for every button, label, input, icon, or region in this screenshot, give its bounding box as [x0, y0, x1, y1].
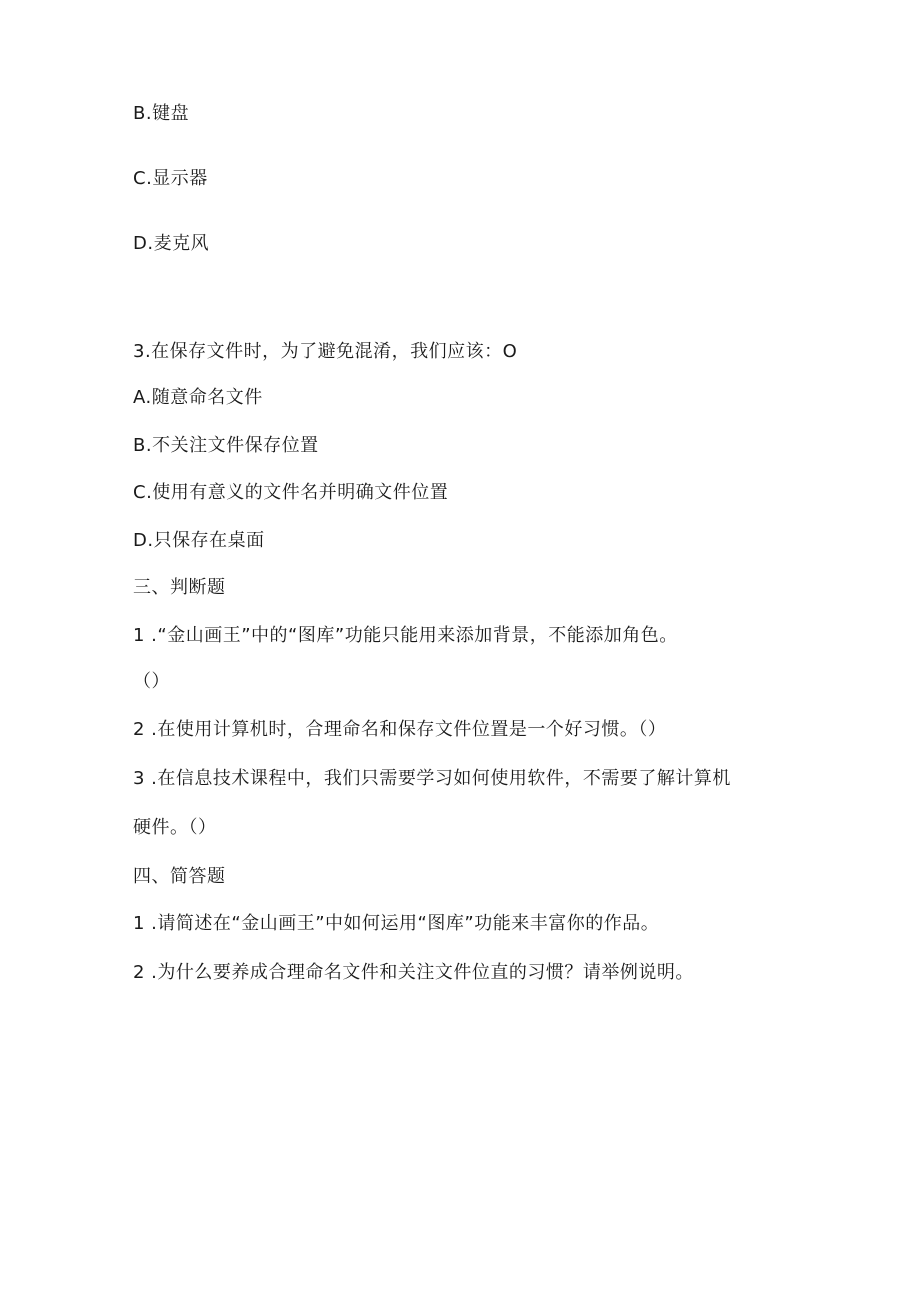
judge-item-1-line1: 1 .“金山画王”中的“图库”功能只能用来添加背景，不能添加角色。 [133, 625, 678, 646]
q3-option-c: C.使用有意义的文件名并明确文件位置 [133, 482, 449, 503]
judge-item-3-line2: 硬件。（） [133, 817, 217, 838]
short-answer-item-2: 2 .为什么要养成合理命名文件和关注文件位直的习惯？请举例说明。 [133, 962, 694, 983]
judge-item-3-line1: 3 .在信息技术课程中，我们只需要学习如何使用软件，不需要了解计算机 [133, 768, 731, 789]
short-answer-item-1: 1 .请简述在“金山画王”中如何运用“图库”功能来丰富你的作品。 [133, 913, 660, 934]
q2-option-b: B.键盘 [133, 103, 190, 124]
q3-option-d: D.只保存在桌面 [133, 530, 265, 551]
section4-heading: 四、简答题 [133, 866, 226, 887]
q2-option-d: D.麦克风 [133, 233, 210, 254]
q3-stem: 3.在保存文件时，为了避免混淆，我们应该：O [133, 341, 518, 362]
judge-item-1-line2: （） [133, 671, 170, 692]
q3-option-a: A.随意命名文件 [133, 387, 263, 408]
section3-heading: 三、判断题 [133, 577, 226, 598]
q3-option-b: B.不关注文件保存位置 [133, 435, 319, 456]
q2-option-c: C.显示器 [133, 168, 208, 189]
judge-item-2: 2 .在使用计算机时，合理命名和保存文件位置是一个好习惯。（） [133, 719, 667, 740]
